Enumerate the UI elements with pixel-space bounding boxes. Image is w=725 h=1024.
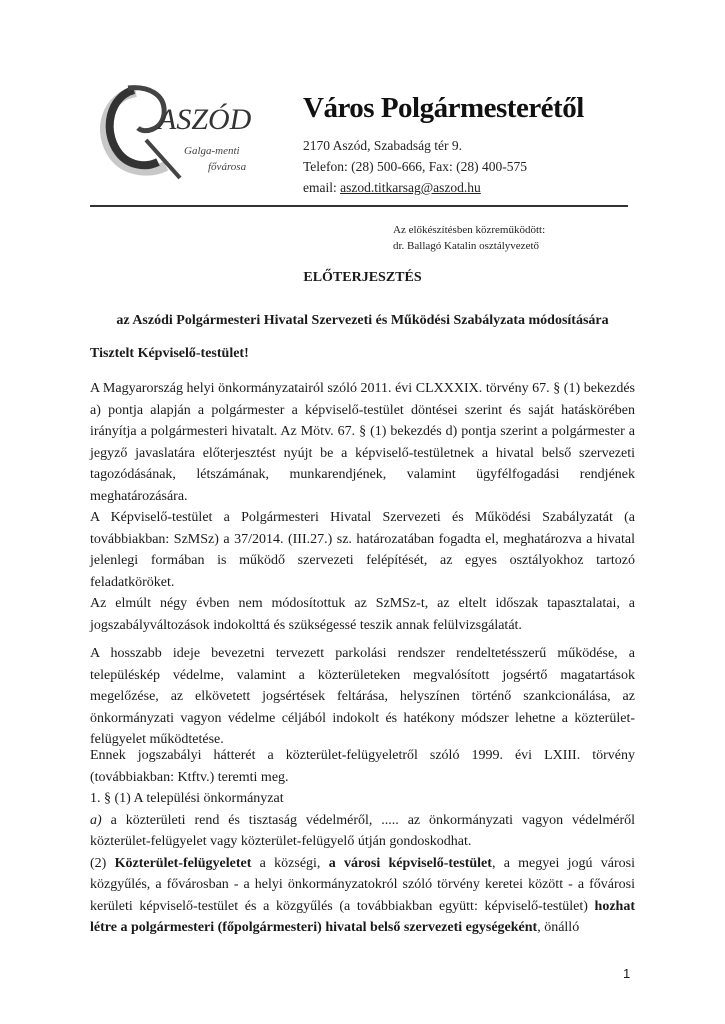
letterhead-title: Város Polgármesterétől	[303, 92, 584, 124]
contributor-name: dr. Ballagó Katalin osztályvezető	[393, 240, 540, 252]
email-line	[303, 180, 481, 196]
body-section-2	[90, 643, 635, 751]
address: 2170 Aszód, Szabadság tér 9.	[303, 138, 462, 153]
email-label: email:	[303, 180, 341, 195]
body-section-1	[90, 378, 635, 636]
law-point-a-label: a)	[90, 812, 102, 828]
body-section-3	[90, 745, 635, 939]
contributor-label: Az előkészítésben közreműködött:	[393, 224, 546, 236]
law-paragraph-2: (2) Közterület-felügyeletet a községi, a városi képviselő-testület, a megyei jogú városi közgyűlés, a fővárosban - a helyi önkormányzatokról szóló törvény keretei között - a fővárosi kerületi képviselő-testület és a közgyűlés (a továbbiakban együtt: képviselő-testület) hozhat létre a polgármesteri (főpolgármesteri) hivatal belső szervezeti egységeként, önálló	[90, 855, 635, 935]
email-link[interactable]: aszod.titkarsag@aszod.hu	[340, 180, 481, 195]
paragraph: Az elmúlt négy évben nem módosítottuk az SzMSz-t, az eltelt időszak tapasztalatai, a jogszabályváltozások indokolttá és szükségessé teszik annak felülvizsgálatát.	[90, 596, 635, 633]
law-point-a: a) a közterületi rend és tisztaság védelméről, ..... az önkormányzati vagyon védelméről közterület-felügyelet vagy közterület-felügyelő útján gondoskodhat.	[90, 812, 635, 849]
header-divider	[90, 205, 628, 207]
law-section-heading: 1. § (1) A települési önkormányzat	[90, 791, 284, 806]
city-logo	[88, 74, 288, 194]
contributor-note	[393, 222, 545, 254]
paragraph: Ennek jogszabályi hátterét a közterület-felügyeletről szóló 1999. évi LXIII. törvény (továbbiakban: Ktftv.) teremti meg.	[90, 748, 635, 785]
aszod-logo-icon	[88, 74, 288, 194]
paragraph: A Magyarország helyi önkormányzatairól szóló 2011. évi CLXXXIX. törvény 67. § (1) bekezdés a) pontja alapján a polgármester a képviselő-testület döntései szerint és saját hatáskörében irányítja a polgármesteri hivatalt. Az Mötv. 67. § (1) bekezdés d) pontja szerint a polgármester a jegyző javaslatára előterjesztést nyújt be a képviselő-testületnek a hivatal belső szervezeti tagozódásának, létszámának, munkarendjének, valamint ügyfélfogadási rendjének meghatározására.	[90, 381, 635, 504]
svg-text:fővárosa: fővárosa	[208, 161, 247, 173]
svg-text:ASZÓD: ASZÓD	[158, 103, 252, 136]
paragraph: A hosszabb ideje bevezetni tervezett parkolási rendszer rendeltetésszerű működése, a településkép védelme, valamint a közterületeken megvalósított jogsértő magatartások megelőzése, az elkövetett jogsértések feltárása, helyszínen történő szankcionálása, az önkormányzati vagyon védelme céljából indokolt és hatékony módszer lehetne a közterület-felügyelet működtetése.	[90, 646, 635, 747]
document-title: ELŐTERJESZTÉS	[303, 270, 422, 285]
document-subtitle: az Aszódi Polgármesteri Hivatal Szervezeti és Működési Szabályzata módosítására	[116, 313, 609, 328]
svg-text:Galga-menti: Galga-menti	[184, 145, 240, 157]
phone-fax: Telefon: (28) 500-666, Fax: (28) 400-575	[303, 159, 528, 174]
paragraph: A Képviselő-testület a Polgármesteri Hivatal Szervezeti és Működési Szabályzatát (a továbbiakban: SzMSz) a 37/2014. (III.27.) sz. határozatában fogadta el, meghatározva a hivatal jelenlegi formában is működő szervezeti felépítését, az egyes osztályokhoz tartozó feladatköröket.	[90, 510, 635, 590]
salutation: Tisztelt Képviselő-testület!	[90, 346, 249, 361]
page-number: 1	[623, 966, 631, 981]
